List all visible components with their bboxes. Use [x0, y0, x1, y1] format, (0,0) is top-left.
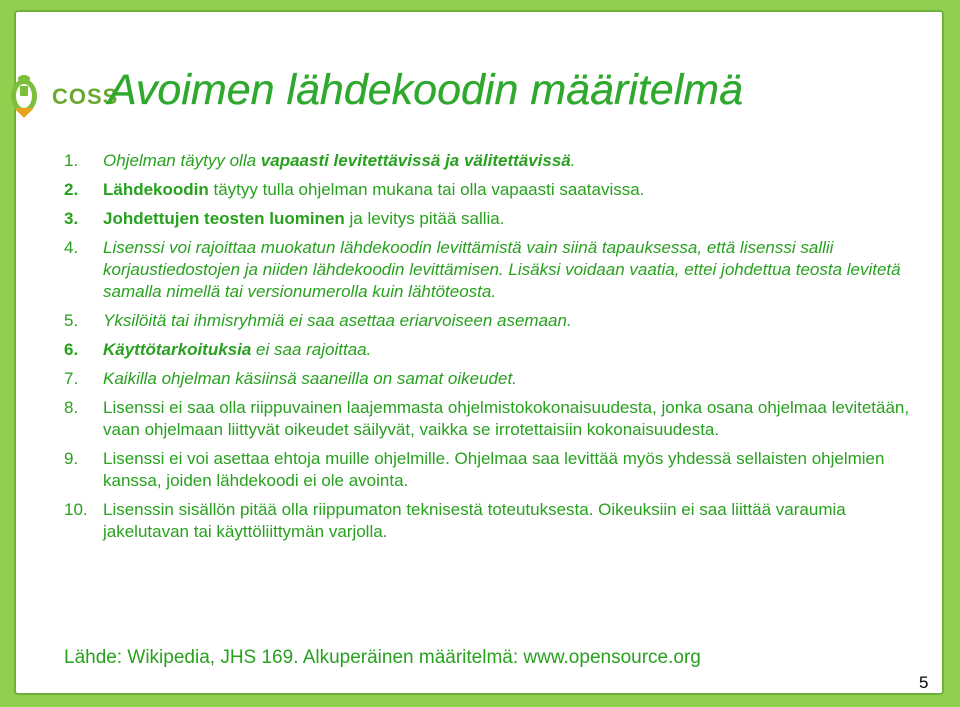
- list-item-text: Lisenssi ei voi asettaa ehtoja muille ohjelmille. Ohjelmaa saa levittää myös yhdessä sellaisten ohjelmien kanssa, joiden lähdekoodi ei ole avointa.: [103, 449, 885, 490]
- list-item: [64, 179, 924, 201]
- list-item-text: Lähdekoodin: [103, 180, 209, 199]
- list-item: [64, 208, 924, 230]
- list-item-text: Johdettujen teosten luominen: [103, 209, 345, 228]
- list-item-number: 1.: [64, 151, 79, 170]
- list-item: [64, 339, 924, 361]
- coss-logo-text: COSS: [52, 84, 119, 109]
- page-title: Avoimen lähdekoodin määritelmä: [108, 66, 744, 114]
- list-item-number: 2.: [64, 180, 79, 199]
- list-item-number: 7.: [64, 369, 79, 388]
- list-item-text: Ohjelman täytyy olla: [103, 151, 261, 170]
- list-item-text: ei saa rajoittaa.: [251, 340, 372, 359]
- list-item: [64, 448, 924, 492]
- list-item-text: vapaasti levitettävissä ja välitettävissä: [260, 151, 571, 170]
- list-item: [64, 499, 924, 543]
- list-item-text: Lisenssin sisällön pitää olla riippumaton teknisestä toteutuksesta. Oikeuksiin ei saa liittää varaumia jakelutavan tai käyttöliittymän varjolla.: [103, 500, 846, 541]
- list-item-number: 4.: [64, 238, 79, 257]
- list-item: [64, 397, 924, 441]
- list-item-number: 3.: [64, 209, 79, 228]
- list-item-number: 6.: [64, 340, 79, 359]
- page-number: 5: [919, 673, 929, 692]
- list-item-text: Käyttötarkoituksia: [103, 340, 252, 359]
- list-item: [64, 237, 924, 303]
- list-item-text: .: [570, 151, 576, 170]
- source-citation: Lähde: Wikipedia, JHS 169. Alkuperäinen määritelmä: www.opensource.org: [64, 647, 701, 668]
- list-item-text: Lisenssi ei saa olla riippuvainen laajemmasta ohjelmistokokonaisuudesta, jonka osana ohjelmaa levitetään, vaan ohjelmaan liittyvät oikeudet säilyvät, vaikka se irrotettaisiin kokonaisuudesta.: [103, 398, 910, 439]
- list-item-text: ja levitys pitää sallia.: [344, 209, 505, 228]
- list-item-number: 9.: [64, 449, 79, 468]
- list-item-text: Kaikilla ohjelman käsiinsä saaneilla on samat oikeudet.: [103, 369, 517, 388]
- list-item: [64, 368, 924, 390]
- list-item-number: 5.: [64, 311, 79, 330]
- list-item-text: täytyy tulla ohjelman mukana tai olla vapaasti saatavissa.: [208, 180, 645, 199]
- list-item-number: 10.: [64, 500, 88, 519]
- list-item-text: Yksilöitä tai ihmisryhmiä ei saa asettaa eriarvoiseen asemaan.: [103, 311, 572, 330]
- list-item: [64, 150, 924, 172]
- list-item-text: Lisenssi voi rajoittaa muokatun lähdekoodin levittämistä vain siinä tapauksessa, että lisenssi sallii korjaustiedostojen ja niiden lähdekoodin levittämisen. Lisäksi voidaan vaatia, ettei johdettua teosta levitetä samalla nimellä tai versionumerolla kuin lähtöteosta.: [103, 238, 901, 301]
- list-item: [64, 310, 924, 332]
- list-item-number: 8.: [64, 398, 79, 417]
- definition-list: [64, 150, 924, 543]
